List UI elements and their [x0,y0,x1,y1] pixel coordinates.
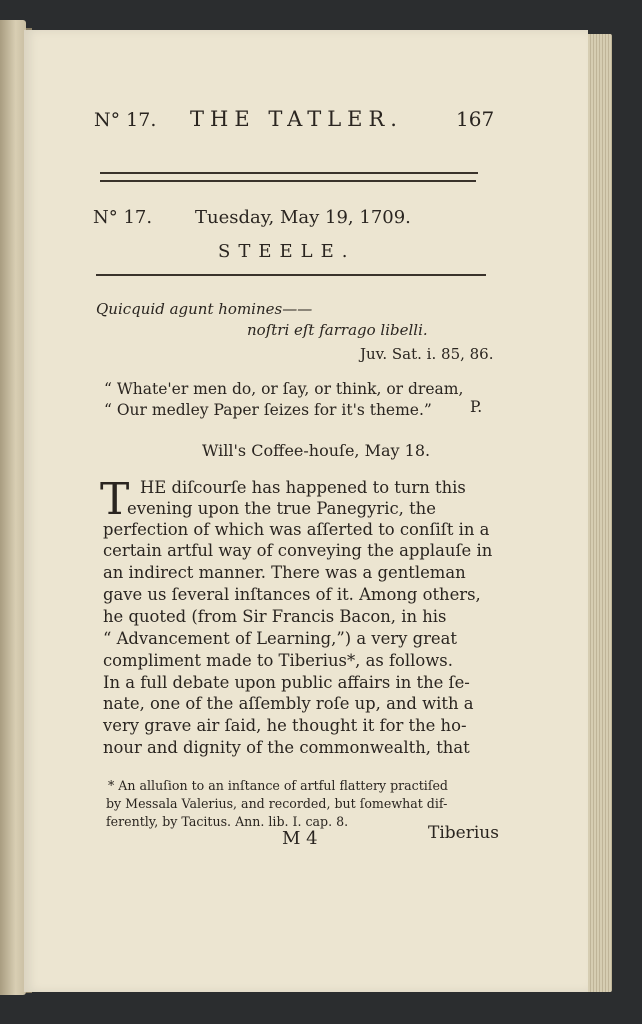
drop-cap: T [100,474,130,525]
body-line: In a full debate upon public affairs in the ſe- [103,673,470,692]
body-line: compliment made to Tiberius*, as follows. [103,651,453,670]
page-block-edge [588,34,612,992]
epigraph-latin-line-2: noſtri eſt farrago libelli. [247,321,428,339]
double-rule-top [100,172,478,174]
epigraph-translator-mark: P. [470,398,483,416]
body-line: very grave air ſaid, he thought it for the ho- [103,716,467,735]
section-heading: Will's Coffee-houſe, May 18. [202,441,431,460]
body-line: nate, one of the aſſembly roſe up, and with a [103,694,474,713]
body-line: he quoted (from Sir Francis Bacon, in his [103,607,447,626]
issue-number: N° 17. [93,207,153,228]
footnote-line: by Messala Valerius, and recorded, but ſomewhat dif- [106,796,448,811]
page-number: 167 [456,107,495,131]
issue-date: Tuesday, May 19, 1709. [195,207,411,228]
epigraph-citation: Juv. Sat. i. 85, 86. [360,345,494,363]
body-line: gave us ſeveral inſtances of it. Among others, [103,585,481,604]
body-line: evening upon the true Panegyric, the [127,499,436,518]
epigraph-latin-line-1: Quicquid agunt homines—— [96,300,313,318]
footnote-line: * An alluſion to an inſtance of artful flattery practiſed [108,778,448,793]
epigraph-english-line-2: “ Our medley Paper ſeizes for it's theme.” [104,401,432,419]
body-line: certain artful way of conveying the applauſe in [103,541,493,560]
body-line: HE diſcourſe has happened to turn this [140,478,466,497]
author-name: STEELE. [218,241,356,262]
body-line: nour and dignity of the commonwealth, that [103,738,470,757]
footnote-line: ferently, by Tacitus. Ann. lib. I. cap. 8. [106,814,349,829]
body-line: an indirect manner. There was a gentleman [103,563,466,582]
double-rule-bottom [100,180,476,182]
body-line: perfection of which was aſſerted to conſiſt in a [103,520,490,539]
facing-page-edge [0,20,26,995]
catchword: Tiberius [428,823,499,843]
header-title: THE TATLER. [190,107,403,131]
header-issue-number: N° 17. [94,109,157,131]
body-line: “ Advancement of Learning,”) a very great [103,629,457,648]
section-rule [96,274,486,276]
epigraph-english-line-1: “ Whate'er men do, or ſay, or think, or dream, [104,380,464,398]
signature-mark: M 4 [282,828,318,849]
